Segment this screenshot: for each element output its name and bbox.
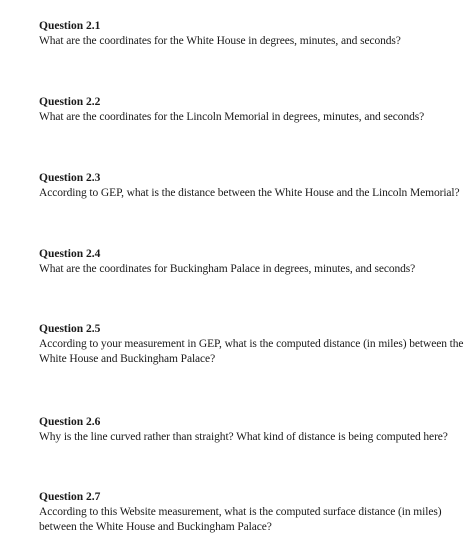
question-text: What are the coordinates for the White House in degrees, minutes, and seconds?	[39, 35, 401, 47]
question-text: What are the coordinates for the Lincoln Memorial in degrees, minutes, and seconds?	[39, 111, 425, 123]
question-title: Question 2.2	[39, 96, 101, 108]
question-document	[39, 0, 471, 558]
question-title: Question 2.7	[39, 491, 101, 503]
question-block	[39, 19, 471, 49]
question-text: According to this Website measurement, what is the computed surface distance (in miles) between the White House and Buckingham Palace?	[39, 506, 442, 533]
question-block	[39, 171, 471, 201]
question-text: What are the coordinates for Buckingham Palace in degrees, minutes, and seconds?	[39, 263, 416, 275]
question-title: Question 2.6	[39, 416, 101, 428]
question-title: Question 2.4	[39, 248, 101, 260]
question-title: Question 2.5	[39, 323, 101, 335]
question-title: Question 2.3	[39, 172, 101, 184]
question-text: Why is the line curved rather than straight? What kind of distance is being computed here?	[39, 431, 448, 443]
question-block	[39, 415, 471, 445]
question-text: According to GEP, what is the distance between the White House and the Lincoln Memorial?	[39, 187, 460, 199]
question-block	[39, 322, 471, 367]
question-block	[39, 247, 471, 277]
question-title: Question 2.1	[39, 20, 101, 32]
question-block	[39, 95, 471, 125]
question-text: According to your measurement in GEP, what is the computed distance (in miles) between the White House and Buckingham Palace?	[39, 338, 464, 365]
question-block	[39, 490, 471, 535]
